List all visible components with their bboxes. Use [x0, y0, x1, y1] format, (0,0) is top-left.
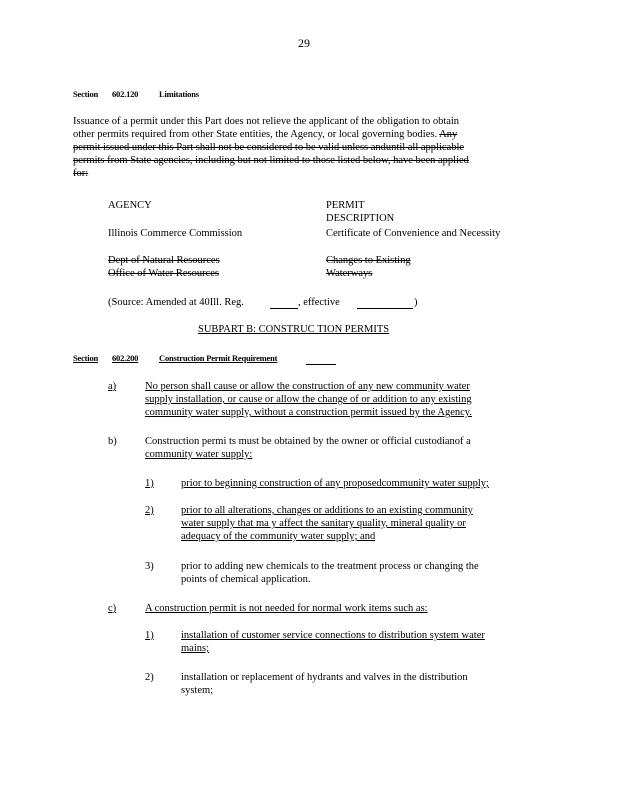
subpart-heading: SUBPART B: CONSTRUC TION PERMITS: [198, 324, 390, 335]
struck-agency-cell: Dept of Natural Resources: [108, 255, 220, 266]
permit-header: DESCRIPTION: [326, 213, 395, 224]
section-number: 602.120: [112, 89, 139, 99]
subitem-label: 3): [145, 561, 154, 572]
heading-underline: [306, 364, 336, 365]
subitem-line: installation of customer service connections to distribution system water: [181, 630, 485, 641]
subitem-line: installation or replacement of hydrants and valves in the distribution: [181, 672, 468, 683]
source-note: (Source: Amended at 40Ill. Reg.: [108, 297, 244, 308]
subitem-label: 2): [145, 505, 154, 516]
blank-line: [357, 308, 413, 309]
paragraph-line: Issuance of a permit under this Part does not relieve the applicant of the obligation to obtain: [73, 116, 460, 127]
struck-line: permit issued under this Part shall not be considered to be valid unless anduntil all applicable: [73, 142, 465, 153]
struck-line: for:: [73, 168, 89, 179]
struck-permit-cell: Changes to Existing: [326, 255, 411, 266]
struck-line: permits from State agencies, including but not limited to those listed below, have been applied: [73, 155, 469, 166]
subitem-label: 1): [145, 478, 154, 489]
subitem-line: system;: [181, 685, 214, 696]
paragraph-line: [73, 128, 457, 141]
item-label: c): [108, 603, 117, 614]
section-label: Section: [73, 89, 99, 99]
permit-header: PERMIT: [326, 200, 365, 211]
blank-line: [270, 308, 298, 309]
item-line: A construction permit is not needed for normal work items such as:: [145, 603, 428, 614]
item-line: Construction permi ts must be obtained by the owner or official custodianof a: [145, 436, 471, 447]
section-title: Limitations: [159, 89, 199, 99]
subitem-line: points of chemical application.: [181, 574, 311, 585]
agency-cell: Illinois Commerce Commission: [108, 228, 243, 239]
section-label: Section: [73, 353, 99, 363]
section-number: 602.200: [112, 353, 139, 363]
item-line: No person shall cause or allow the construction of any new community water: [145, 381, 470, 392]
struck-text: Any: [439, 129, 458, 140]
subitem-line: prior to all alterations, changes or additions to an existing community: [181, 505, 473, 516]
agency-header: AGENCY: [108, 200, 152, 211]
item-label: b): [108, 436, 117, 447]
page-number: 29: [298, 36, 310, 50]
struck-agency-cell: Office of Water Resources: [108, 268, 220, 279]
item-line: supply installation, or cause or allow the change of or addition to any existing: [145, 394, 472, 405]
item-label: a): [108, 381, 117, 392]
subitem-line: water supply that ma y affect the sanitary quality, mineral quality or: [181, 518, 466, 529]
paragraph-text: other permits required from other State entities, the Agency, or local governing bodies.: [73, 129, 438, 140]
section-title: Construction Permit Requirement: [159, 353, 278, 363]
subitem-label: 2): [145, 672, 154, 683]
permit-cell: Certificate of Convenience and Necessity: [326, 228, 501, 239]
struck-permit-cell: Waterways: [326, 268, 373, 279]
source-close: ): [414, 297, 418, 308]
item-line: community water supply:: [145, 449, 253, 460]
subitem-label: 1): [145, 630, 154, 641]
source-effective: , effective: [298, 297, 340, 308]
subitem-line: prior to adding new chemicals to the treatment process or changing the: [181, 561, 479, 572]
subitem-line: mains;: [181, 643, 209, 654]
subitem-line: prior to beginning construction of any proposedcommunity water supply;: [181, 478, 489, 489]
subitem-line: adequacy of the community water supply; and: [181, 531, 376, 542]
item-line: community water supply, without a construction permit issued by the Agency.: [145, 407, 472, 418]
